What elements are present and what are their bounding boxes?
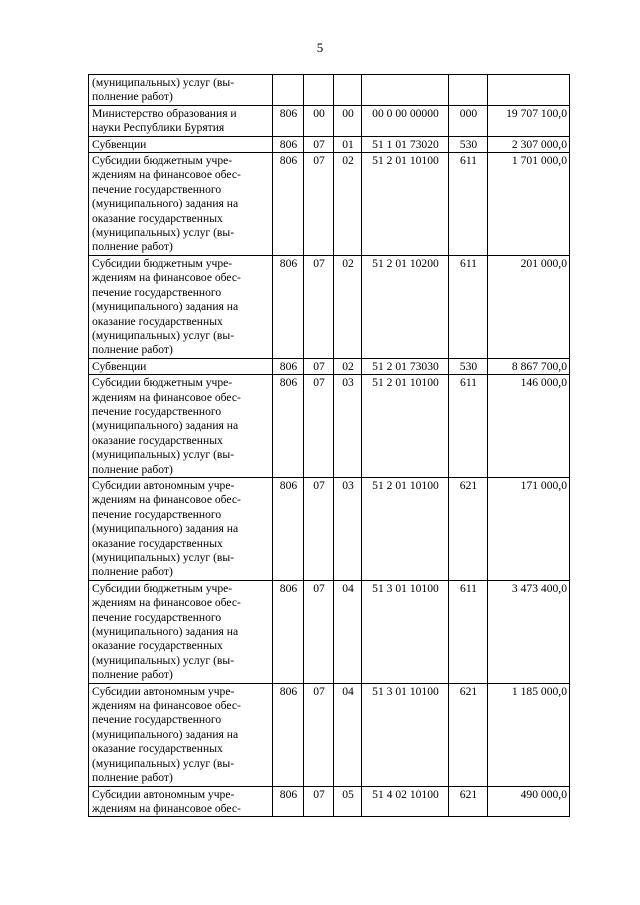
table-row (89, 75, 570, 106)
expense-type-cell: 530 (449, 358, 488, 374)
section-code-cell (304, 75, 334, 106)
expense-type-cell: 621 (449, 477, 488, 580)
amount-cell: 490 000,0 (488, 786, 570, 817)
table-row (89, 580, 570, 683)
section-code-cell: 07 (304, 786, 334, 817)
row-name-cell: Субсидии автономным учре- ждениям на финансовое обес- печение государственного (муниципального) задания на оказание государственных (муниципальных) услуг (вы- полнение работ) (89, 683, 273, 786)
expense-type-cell: 000 (449, 105, 488, 136)
ministry-code-cell: 806 (273, 580, 304, 683)
row-name-cell: Министерство образования и науки Республики Бурятия (89, 105, 273, 136)
ministry-code-cell: 806 (273, 375, 304, 478)
target-article-cell: 51 2 01 73030 (362, 358, 449, 374)
ministry-code-cell: 806 (273, 477, 304, 580)
row-name-cell: Субвенции (89, 136, 273, 152)
table-row (89, 358, 570, 374)
ministry-code-cell: 806 (273, 683, 304, 786)
target-article-cell: 51 2 01 10100 (362, 153, 449, 256)
amount-cell: 1 701 000,0 (488, 153, 570, 256)
section-code-cell: 07 (304, 683, 334, 786)
target-article-cell: 00 0 00 00000 (362, 105, 449, 136)
amount-cell: 3 473 400,0 (488, 580, 570, 683)
section-code-cell: 07 (304, 255, 334, 358)
section-code-cell: 07 (304, 580, 334, 683)
row-name-cell: Субвенции (89, 358, 273, 374)
section-code-cell: 07 (304, 136, 334, 152)
subsection-code-cell (334, 75, 362, 106)
row-name-cell: Субсидии бюджетным учре- ждениям на финансовое обес- печение государственного (муниципального) задания на оказание государственных (муниципальных) услуг (вы- полнение работ) (89, 255, 273, 358)
subsection-code-cell: 00 (334, 105, 362, 136)
table-row (89, 105, 570, 136)
expense-type-cell: 621 (449, 786, 488, 817)
amount-cell: 8 867 700,0 (488, 358, 570, 374)
table-row (89, 153, 570, 256)
ministry-code-cell: 806 (273, 255, 304, 358)
row-name-cell: (муниципальных) услуг (вы- полнение работ) (89, 75, 273, 106)
table-row (89, 375, 570, 478)
subsection-code-cell: 03 (334, 375, 362, 478)
amount-cell (488, 75, 570, 106)
ministry-code-cell (273, 75, 304, 106)
expense-type-cell: 621 (449, 683, 488, 786)
ministry-code-cell: 806 (273, 358, 304, 374)
amount-cell: 19 707 100,0 (488, 105, 570, 136)
amount-cell: 201 000,0 (488, 255, 570, 358)
row-name-cell: Субсидии бюджетным учре- ждениям на финансовое обес- печение государственного (муниципального) задания на оказание государственных (муниципальных) услуг (вы- полнение работ) (89, 153, 273, 256)
amount-cell: 171 000,0 (488, 477, 570, 580)
table-row (89, 786, 570, 817)
target-article-cell: 51 3 01 10100 (362, 683, 449, 786)
section-code-cell: 07 (304, 153, 334, 256)
row-name-cell: Субсидии автономным учре- ждениям на финансовое обес- печение государственного (муниципального) задания на оказание государственных (муниципальных) услуг (вы- полнение работ) (89, 477, 273, 580)
expense-type-cell: 611 (449, 375, 488, 478)
row-name-cell: Субсидии бюджетным учре- ждениям на финансовое обес- печение государственного (муниципального) задания на оказание государственных (муниципальных) услуг (вы- полнение работ) (89, 580, 273, 683)
subsection-code-cell: 04 (334, 580, 362, 683)
target-article-cell: 51 2 01 10200 (362, 255, 449, 358)
ministry-code-cell: 806 (273, 786, 304, 817)
target-article-cell: 51 4 02 10100 (362, 786, 449, 817)
target-article-cell: 51 1 01 73020 (362, 136, 449, 152)
expense-type-cell: 530 (449, 136, 488, 152)
ministry-code-cell: 806 (273, 153, 304, 256)
subsection-code-cell: 02 (334, 358, 362, 374)
section-code-cell: 07 (304, 477, 334, 580)
expense-type-cell (449, 75, 488, 106)
page-number: 5 (316, 40, 324, 55)
budget-table (88, 74, 570, 817)
subsection-code-cell: 04 (334, 683, 362, 786)
table-row (89, 255, 570, 358)
section-code-cell: 07 (304, 358, 334, 374)
target-article-cell: 51 3 01 10100 (362, 580, 449, 683)
expense-type-cell: 611 (449, 580, 488, 683)
ministry-code-cell: 806 (273, 136, 304, 152)
ministry-code-cell: 806 (273, 105, 304, 136)
row-name-cell: Субсидии бюджетным учре- ждениям на финансовое обес- печение государственного (муниципального) задания на оказание государственных (муниципальных) услуг (вы- полнение работ) (89, 375, 273, 478)
table-row (89, 136, 570, 152)
section-code-cell: 00 (304, 105, 334, 136)
target-article-cell: 51 2 01 10100 (362, 375, 449, 478)
target-article-cell: 51 2 01 10100 (362, 477, 449, 580)
amount-cell: 146 000,0 (488, 375, 570, 478)
amount-cell: 2 307 000,0 (488, 136, 570, 152)
table-row (89, 683, 570, 786)
subsection-code-cell: 02 (334, 153, 362, 256)
row-name-cell: Субсидии автономным учре- ждениям на финансовое обес- (89, 786, 273, 817)
expense-type-cell: 611 (449, 255, 488, 358)
target-article-cell (362, 75, 449, 106)
amount-cell: 1 185 000,0 (488, 683, 570, 786)
subsection-code-cell: 02 (334, 255, 362, 358)
subsection-code-cell: 03 (334, 477, 362, 580)
section-code-cell: 07 (304, 375, 334, 478)
subsection-code-cell: 05 (334, 786, 362, 817)
table-row (89, 477, 570, 580)
expense-type-cell: 611 (449, 153, 488, 256)
subsection-code-cell: 01 (334, 136, 362, 152)
